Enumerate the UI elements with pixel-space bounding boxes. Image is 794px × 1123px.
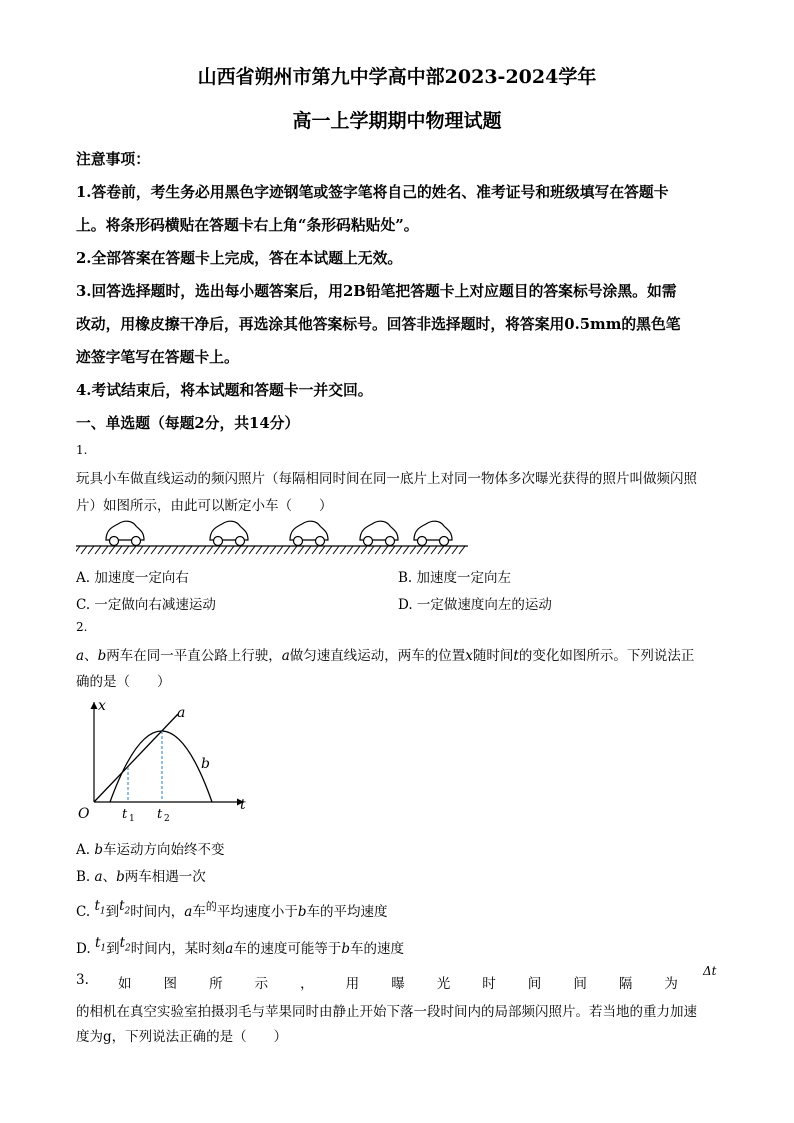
- t1-label: t: [122, 807, 128, 822]
- car-icon-1: [106, 521, 144, 545]
- notice-item-3-cont: 改动，用橡皮擦干净后，再选涂其他答案标号。回答非选择题时，将答案用0.5mm的黑色笔: [76, 316, 681, 333]
- notice-item-3-cont2: 迹签字笔写在答题卡上。: [76, 349, 239, 366]
- q3-spaced-char: 图: [163, 976, 178, 992]
- t1-sub: 1: [129, 814, 135, 824]
- car-icon-3: [290, 521, 328, 545]
- q1-number: 1.: [76, 443, 88, 457]
- car-icon-5: [414, 521, 452, 545]
- q2-option-d: D. $t_1$到$t_2$时间内，某时刻a车的速度可能等于b车的速度: [76, 935, 404, 957]
- origin-label: O: [78, 806, 90, 822]
- q3-spaced-char: 曝: [391, 976, 405, 992]
- notice-item-1: 1.答卷前，考生务必用黑色字迹钢笔或签字笔将自己的姓名、准考证号和班级填写在答题卡: [76, 184, 669, 201]
- title-line-1: 山西省朔州市第九中学高中部2023-2024学年: [197, 66, 597, 88]
- car-icon-4: [360, 521, 398, 545]
- t2-sub: 2: [164, 814, 170, 824]
- title-line-2: 高一上学期期中物理试题: [292, 110, 502, 132]
- q1-option-a: A. 加速度一定向右: [76, 570, 189, 586]
- q1-option-d: D. 一定做速度向左的运动: [398, 597, 552, 613]
- label-b: b: [201, 756, 210, 772]
- q2-option-c: C. $t_1$到$t_2$时间内，a车$^的$平均速度小于b车的平均速度: [76, 898, 388, 920]
- q3-spaced-char: 如: [118, 976, 132, 992]
- y-axis-label: x: [98, 698, 106, 714]
- q3-spaced-char: 间: [573, 976, 587, 992]
- q3-number: 3.: [76, 972, 89, 988]
- q1-car-icons: [106, 521, 452, 545]
- notice-item-1-cont: 上。将条形码横贴在答题卡右上角“条形码粘贴处”。: [76, 217, 419, 234]
- q3-delta-t: Δt: [703, 964, 717, 978]
- notice-heading: 注意事项：: [76, 151, 150, 168]
- section-heading: 一、单选题（每题2分，共14分）: [76, 415, 300, 432]
- q2-stem-line-2: 确的是（ ）: [76, 674, 171, 690]
- label-a: a: [177, 705, 186, 721]
- q3-spaced-char: 时: [482, 976, 496, 992]
- q1-option-b: B. 加速度一定向左: [398, 570, 512, 586]
- q3-spaced-char: 用: [345, 976, 360, 992]
- q1-strobe-figure: [76, 518, 476, 560]
- q3-spaced-char: 隔: [618, 976, 633, 992]
- q2-number: 2.: [76, 620, 88, 634]
- notice-item-4: 4.考试结束后，将本试题和答题卡一并交回。: [76, 382, 373, 399]
- q2-option-b: B. a、b两车相遇一次: [76, 869, 206, 885]
- q1-option-c: C. 一定做向右减速运动: [76, 597, 216, 613]
- q1-stem-line-2: 片）如图所示，由此可以断定小车（ ）: [76, 498, 333, 514]
- q3-spaced-char: 光: [436, 976, 451, 992]
- q3-stem-line-2: 的相机在真空实验室拍摄羽毛与苹果同时由静止开始下落一段时间内的局部频闪照片。若当地的重力加速: [76, 1004, 697, 1020]
- notice-item-2: 2.全部答案在答题卡上完成，答在本试题上无效。: [76, 250, 403, 267]
- car-icon-2: [210, 521, 248, 545]
- q2-position-time-graph: [74, 696, 264, 826]
- q2-stem-line-1: a、b两车在同一平直公路上行驶，a做匀速直线运动，两车的位置x随时间t的变化如图所示。下列说法正: [76, 648, 695, 664]
- t2-label: t: [157, 807, 163, 822]
- q3-spaced-char: 为: [664, 976, 678, 992]
- line-a: [94, 714, 178, 802]
- q3-stem-line-3: 度为g，下列说法正确的是（ ）: [76, 1029, 288, 1045]
- notice-item-3: 3.回答选择题时，选出每小题答案后，用2B铅笔把答题卡上对应题目的答案标号涂黑。如需: [76, 283, 677, 300]
- q3-spaced-char: 所: [209, 976, 223, 992]
- q3-spaced-char: 间: [527, 976, 542, 992]
- q3-spaced-char: 示: [254, 976, 269, 992]
- x-axis-label: t: [240, 797, 246, 813]
- q2-option-a: A. b车运动方向始终不变: [76, 842, 225, 858]
- q3-spaced-char: ，: [300, 976, 314, 992]
- q1-stem-line-1: 玩具小车做直线运动的频闪照片（每隔相同时间在同一底片上对同一物体多次曝光获得的照片叫做频闪照: [76, 471, 697, 487]
- curve-b: [110, 731, 212, 802]
- q3-stem-line-1: [118, 972, 678, 992]
